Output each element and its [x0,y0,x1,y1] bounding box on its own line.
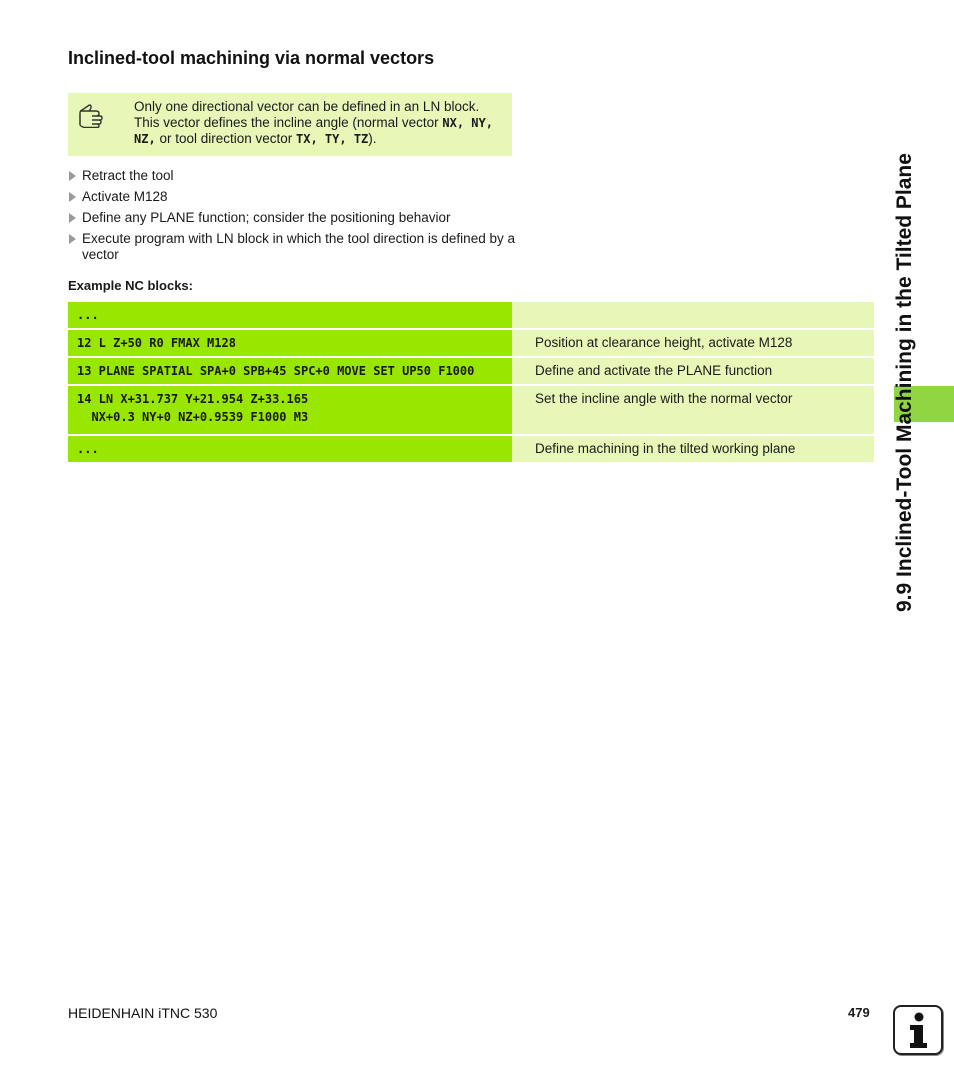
table-row [68,436,874,462]
nc-code-cell: ... [68,302,512,328]
step-item [68,189,518,205]
note-suffix: ). [368,131,377,146]
nc-block-table [68,302,874,464]
nc-code-cell: 12 L Z+50 R0 FMAX M128 [68,330,512,356]
nc-desc-cell: Define machining in the tilted working plane [512,436,874,462]
note-code-tool-vector: TX, TY, TZ [296,132,369,146]
table-row [68,302,874,328]
nc-desc-cell [512,302,874,328]
step-item [68,168,518,184]
step-text: Define any PLANE function; consider the positioning behavior [82,210,451,225]
table-row [68,386,874,434]
note-text [134,99,506,147]
info-icon [893,1005,943,1055]
triangle-bullet-icon [69,234,76,244]
note-code-normal-vector: NX, NY, [442,116,493,130]
table-row [68,358,874,384]
nc-code-cell: 14 LN X+31.737 Y+21.954 Z+33.165 NX+0.3 NY+0 NZ+0.9539 F1000 M3 [68,386,512,434]
chapter-side-title: 9.9 Inclined-Tool Machining in the Tilted Plane [893,153,916,612]
step-item [68,231,518,263]
nc-desc-cell: Position at clearance height, activate M128 [512,330,874,356]
step-text: Execute program with LN block in which the tool direction is defined by a vector [82,231,515,262]
table-row [68,330,874,356]
pointing-hand-icon [78,102,110,128]
note-code-nz: NZ, [134,132,156,146]
step-item [68,210,518,226]
note-line-2: This vector defines the incline angle (normal vector [134,115,443,130]
nc-code-cell: ... [68,436,512,462]
triangle-bullet-icon [69,171,76,181]
step-list [68,168,518,268]
info-glyph-icon [895,1007,941,1053]
nc-code-cell: 13 PLANE SPATIAL SPA+0 SPB+45 SPC+0 MOVE SET UP50 F1000 [68,358,512,384]
step-text: Activate M128 [82,189,168,204]
nc-desc-cell: Define and activate the PLANE function [512,358,874,384]
note-mid-text: or tool direction vector [155,131,297,146]
nc-desc-cell: Set the incline angle with the normal vector [512,386,874,434]
note-line-1: Only one directional vector can be defined in an LN block. [134,99,480,114]
footer-product: HEIDENHAIN iTNC 530 [68,1005,218,1021]
page-number: 479 [848,1005,870,1020]
triangle-bullet-icon [69,213,76,223]
step-text: Retract the tool [82,168,174,183]
note-box [68,93,512,156]
example-label: Example NC blocks: [68,278,193,293]
triangle-bullet-icon [69,192,76,202]
section-title: Inclined-tool machining via normal vectors [68,48,435,68]
